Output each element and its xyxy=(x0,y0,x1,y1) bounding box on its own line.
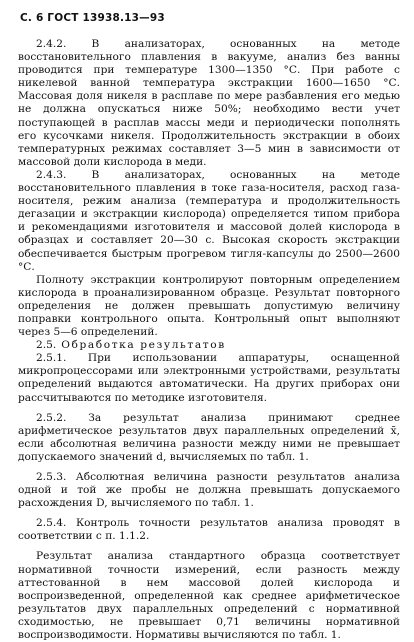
paragraph-2-4-3: 2.4.3. В анализаторах, основанных на методе восстановительного плавления в токе газа-носителя, расход газа-носителя, режим анализа (температура и продолжительность дегазации и экстракции кислорода) определяется типом прибора и рекомендациями изготовителя и массовой долей кислорода в образцах и составляет 20—30 с. Высокая скорость экстракции обеспечивается быстрым прогревом тигля-капсулы до 2500—2600 °С. xyxy=(18,168,400,273)
section-number: 2.5. xyxy=(36,339,57,352)
paragraph-2-5-4: 2.5.4. Контроль точности результатов анализа проводят в соответствии с п. 1.1.2. xyxy=(18,517,400,543)
paragraph-2-5-3: 2.5.3. Абсолютная величина разности результатов анализа одной и той же пробы не должна превышать допускаемого расхождения D, вычисляемого по табл. 1. xyxy=(18,471,400,510)
document-body xyxy=(18,38,400,642)
page-header: С. 6 ГОСТ 13938.13—93 xyxy=(20,12,165,24)
paragraph-extraction-control: Полноту экстракции контролируют повторным определением кислорода в проанализированном образце. Результат повторного определения не должен превышать допустимую величину поправки контрольного опыта. Контрольный опыт выполняют через 5—6 определений. xyxy=(18,273,400,339)
paragraph-2-4-2: 2.4.2. В анализаторах, основанных на методе восстановительного плавления в вакууме, анализ без ванны проводится при температуре 1300—1350 °С. При работе с никелевой ванной температура экстракции 1600—1650 °С. Массовая доля никеля в расплаве по мере разбавления его медью не должна опускаться ниже 50%; необходимо вести учет поступающей в расплав массы меди и периодически пополнять его кусочками никеля. Продолжительность экстракции в обоих температурных режимах составляет 3—5 мин в зависимости от массовой доли кислорода в меди. xyxy=(18,38,400,168)
paragraph-reference-sample: Результат анализа стандартного образца соответствует нормативной точности измерений, если разность между аттестованной в нем массовой долей кислорода и воспроизведенной, определенной как среднее арифметическое результатов двух параллельных определений с нормативной сходимостью, не превышает 0,71 величины нормативной воспроизводимости. Нормативы вычисляются по табл. 1. xyxy=(18,550,400,642)
paragraph-2-5-1: 2.5.1. При использовании аппаратуры, оснащенной микропроцессорами или электронными устройствами, результаты определений выдаются автоматически. На других приборах они рассчитываются по методике изготовителя. xyxy=(18,352,400,404)
section-title: Обработка результатов xyxy=(61,339,226,352)
section-heading xyxy=(18,339,400,352)
paragraph-2-5-2: 2.5.2. За результат анализа принимают среднее арифметическое результатов двух параллельных определений x̄, если абсолютная величина разности между ними не превышает допускаемого значений d, вычисляемых по табл. 1. xyxy=(18,411,400,463)
